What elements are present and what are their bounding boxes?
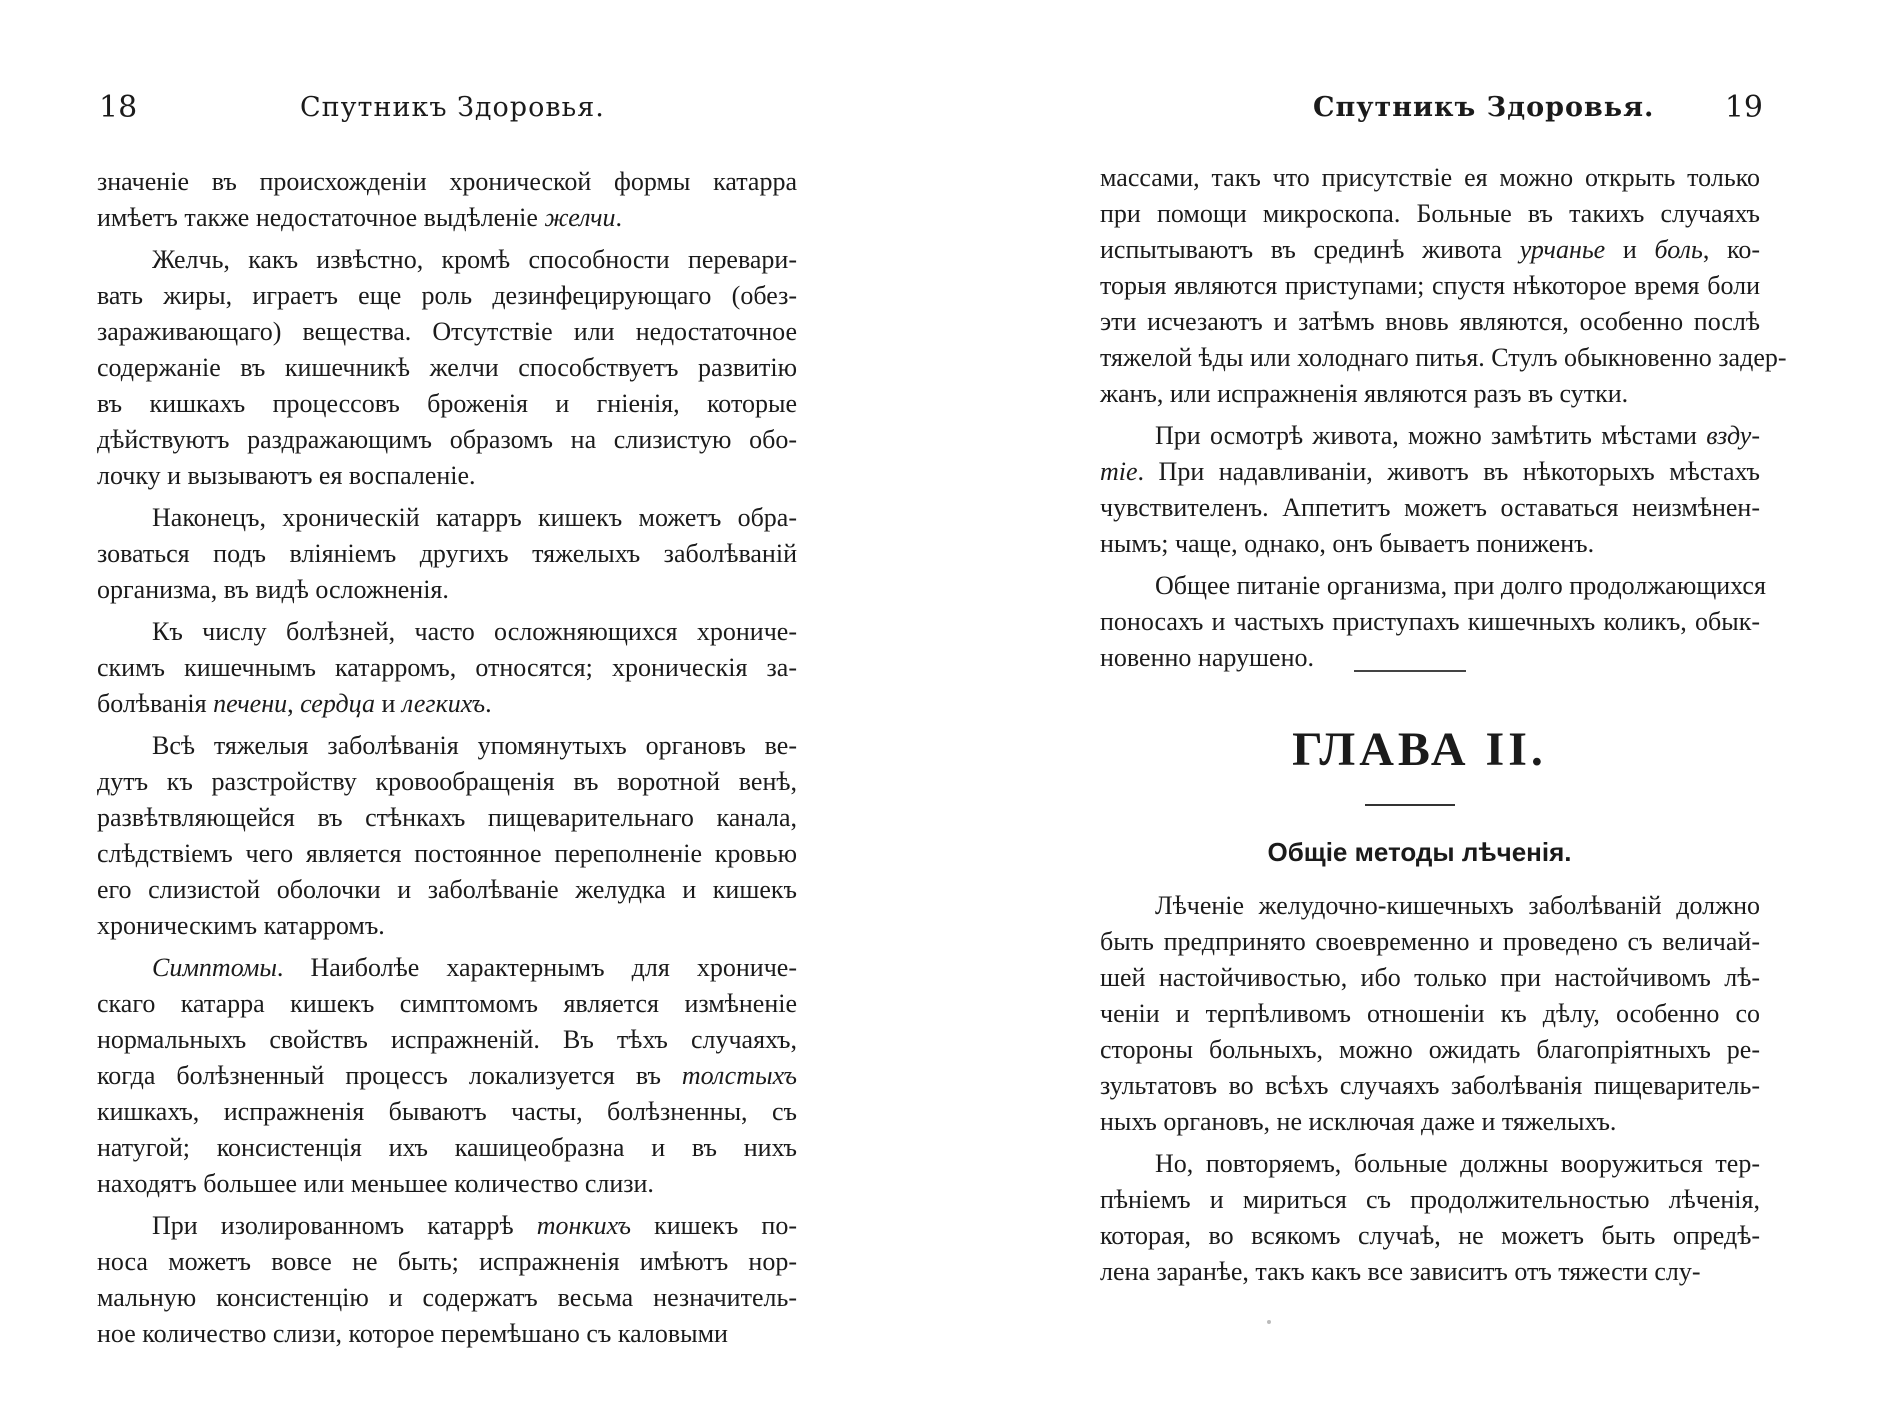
italic-term: тіе	[1100, 457, 1138, 486]
text-line	[1100, 376, 1760, 412]
text-run: находятъ большее или меньшее количество слизи.	[97, 1169, 654, 1198]
text-run: Общее питаніе организма, при долго продолжающихся	[1155, 571, 1766, 600]
text-line	[97, 686, 797, 722]
text-run: чувствителенъ. Аппетитъ можетъ оставаться неизмѣнен-	[1100, 493, 1760, 522]
text-line	[97, 350, 797, 386]
text-line	[1100, 196, 1760, 232]
text-line	[1100, 304, 1760, 340]
text-line	[1100, 960, 1760, 996]
text-run: , ко-	[1702, 235, 1760, 264]
italic-term: боль	[1654, 235, 1703, 264]
text-run: въ кишкахъ процессовъ броженія и гніенія, которые	[97, 389, 797, 418]
text-run: зоваться подъ вліяніемъ другихъ тяжелыхъ заболѣваній	[97, 539, 797, 568]
text-run: зараживающаго) вещества. Отсутствіе или недостаточное	[97, 317, 797, 346]
text-run: поносахъ и частыхъ приступахъ кишечныхъ коликъ, обык-	[1100, 607, 1760, 636]
text-run: развѣтвляющейся въ стѣнкахъ пищеварительнаго канала,	[97, 803, 797, 832]
text-run: быть предпринято своевременно и проведено съ величай-	[1100, 927, 1760, 956]
text-run: мальную консистенцію и содержатъ весьма незначитель-	[97, 1283, 797, 1312]
italic-term: желчи	[544, 203, 616, 232]
italic-term: толстыхъ	[681, 1061, 797, 1090]
chapter-rule	[1365, 804, 1455, 806]
text-line	[1100, 1218, 1760, 1254]
text-run: ,	[287, 689, 301, 718]
text-line	[1100, 160, 1760, 196]
text-run: лена заранѣе, такъ какъ все зависитъ отъ тяжести слу-	[1100, 1257, 1701, 1286]
text-run: организма, въ видѣ осложненія.	[97, 575, 449, 604]
text-run: торыя являются приступами; спустя нѣкоторое время боли	[1100, 271, 1760, 300]
text-line	[1100, 418, 1760, 454]
text-line	[1100, 490, 1760, 526]
section-title: Общіе методы лѣченія.	[1267, 837, 1572, 867]
text-run: ное количество слизи, которое перемѣшано съ каловыми	[97, 1319, 728, 1348]
text-run: При изолированномъ катаррѣ	[152, 1211, 537, 1240]
left-page	[0, 0, 946, 1422]
text-line	[1100, 604, 1760, 640]
text-line	[1100, 1254, 1760, 1290]
text-run: стороны больныхъ, можно ожидать благопріятныхъ ре-	[1100, 1035, 1760, 1064]
text-line	[1100, 1032, 1760, 1068]
text-line	[97, 1022, 797, 1058]
right-page	[946, 0, 1893, 1422]
italic-term: урчанье	[1519, 235, 1606, 264]
italic-term: Симптомы	[152, 953, 277, 982]
text-line	[1100, 1146, 1760, 1182]
text-run: и	[1605, 235, 1655, 264]
left-paragraph	[97, 242, 797, 494]
text-line	[97, 872, 797, 908]
text-run: Желчь, какъ извѣстно, кромѣ способности перевари-	[152, 245, 797, 274]
text-run: .	[615, 203, 623, 232]
italic-term: взду-	[1706, 421, 1760, 450]
text-run: дѣйствуютъ раздражающимъ образомъ на слизистую обо-	[97, 425, 797, 454]
text-run: нымъ; чаще, однако, онъ бываетъ пониженъ.	[1100, 529, 1595, 558]
text-line	[1100, 888, 1760, 924]
text-line	[1100, 340, 1787, 376]
text-run: скаго катарра кишекъ симптомомъ является измѣненіе	[97, 989, 797, 1018]
text-line	[97, 1244, 797, 1280]
text-line	[97, 1316, 797, 1352]
left-paragraph	[97, 164, 797, 236]
text-run: Къ числу болѣзней, часто осложняющихся хрониче-	[152, 617, 797, 646]
text-run: испытываютъ въ срединѣ живота	[1100, 235, 1520, 264]
text-run: Всѣ тяжелыя заболѣванія упомянутыхъ органовъ ве-	[152, 731, 797, 760]
text-run: скимъ кишечнымъ катарромъ, относятся; хроническія за-	[97, 653, 797, 682]
text-line	[97, 800, 797, 836]
text-line	[1100, 568, 1766, 604]
text-run: шей настойчивостью, ибо только при настойчивомъ лѣ-	[1100, 963, 1760, 992]
text-line	[97, 200, 797, 236]
text-run: болѣванія	[97, 689, 214, 718]
text-line	[1100, 1182, 1760, 1218]
right-bottom-paragraph	[1100, 888, 1760, 1140]
right-page-number: 19	[1724, 90, 1763, 125]
text-line	[1100, 454, 1760, 490]
text-run: при помощи микроскопа. Больные въ такихъ случаяхъ	[1100, 199, 1760, 228]
text-line	[97, 386, 797, 422]
left-text-block	[97, 164, 797, 1352]
text-run: эти исчезаютъ и затѣмъ вновь являются, особенно послѣ	[1100, 307, 1760, 336]
text-run: Но, повторяемъ, больные должны вооружиться тер-	[1155, 1149, 1760, 1178]
text-line	[97, 1058, 797, 1094]
right-top-paragraph	[1100, 418, 1760, 562]
text-line	[1100, 1068, 1760, 1104]
right-text-block-bottom	[1100, 888, 1760, 1290]
text-line	[97, 572, 797, 608]
text-run: дутъ къ разстройству кровообращенія въ воротной венѣ,	[97, 767, 797, 796]
text-line	[97, 422, 797, 458]
text-line	[97, 650, 797, 686]
text-line	[97, 242, 797, 278]
left-page-number: 18	[99, 90, 138, 125]
right-text-block-top	[1100, 160, 1787, 676]
text-run: тяжелой ѣды или холоднаго питья. Стулъ обыкновенно задер-	[1100, 343, 1787, 372]
text-run: Наконецъ, хроническій катарръ кишекъ можетъ обра-	[152, 503, 797, 532]
text-line	[1100, 1104, 1760, 1140]
left-paragraph	[97, 1208, 797, 1352]
text-run: зультатовъ во всѣхъ случаяхъ заболѣванія пищеваритель-	[1100, 1071, 1760, 1100]
italic-term: сердца	[300, 689, 375, 718]
text-run: .	[485, 689, 492, 718]
text-line	[97, 164, 797, 200]
text-line	[1100, 526, 1760, 562]
right-running-title: Спутникъ Здоровья.	[1313, 92, 1655, 123]
text-run: содержаніе въ кишечникѣ желчи способствуетъ развитію	[97, 353, 797, 382]
text-run: имѣетъ также недостаточное выдѣленіе	[97, 203, 545, 232]
print-speck	[1267, 1320, 1271, 1324]
text-run: лочку и вызываютъ ея воспаленіе.	[97, 461, 476, 490]
text-run: Лѣченіе желудочно-кишечныхъ заболѣваній должно	[1155, 891, 1760, 920]
text-run: кишекъ по-	[631, 1211, 797, 1240]
text-run: . При надавливаніи, животъ въ нѣкоторыхъ мѣстахъ	[1137, 457, 1760, 486]
text-run: вать жиры, играетъ еще роль дезинфецирующаго (обез-	[97, 281, 797, 310]
text-run: жанъ, или испражненія являются разъ въ сутки.	[1100, 379, 1629, 408]
text-run: пѣніемъ и мириться съ продолжительностью лѣченія,	[1100, 1185, 1760, 1214]
text-run: При осмотрѣ живота, можно замѣтить мѣстами	[1155, 421, 1707, 450]
text-run: носа можетъ вовсе не быть; испражненія имѣютъ нор-	[97, 1247, 797, 1276]
text-run: . Наиболѣе характернымъ для хрониче-	[276, 953, 797, 982]
text-run: новенно нарушено.	[1100, 643, 1314, 672]
left-paragraph	[97, 728, 797, 944]
text-run: и	[374, 689, 402, 718]
text-line	[97, 908, 797, 944]
text-run: значеніе въ происхожденіи хронической формы катарра	[97, 167, 797, 196]
text-run: которая, во всякомъ случаѣ, не можетъ быть опредѣ-	[1100, 1221, 1760, 1250]
text-line	[97, 1130, 797, 1166]
text-line	[1100, 996, 1760, 1032]
italic-term: тонкихъ	[536, 1211, 631, 1240]
text-run: хроническимъ катарромъ.	[97, 911, 385, 940]
text-line	[97, 764, 797, 800]
text-line	[97, 950, 797, 986]
right-bottom-paragraph	[1100, 1146, 1760, 1290]
text-line	[97, 728, 797, 764]
text-run: когда болѣзненный процессъ локализуется въ	[97, 1061, 682, 1090]
text-run: слѣдствіемъ чего является постоянное переполненіе кровью	[97, 839, 797, 868]
text-run: натугой; консистенція ихъ кашицеобразна и въ нихъ	[97, 1133, 797, 1162]
text-run: ныхъ органовъ, не исключая даже и тяжелыхъ.	[1100, 1107, 1617, 1136]
text-line	[97, 1094, 797, 1130]
right-top-paragraph	[1100, 568, 1766, 676]
text-line	[97, 614, 797, 650]
text-line	[97, 458, 797, 494]
chapter-title: ГЛАВА II.	[1292, 723, 1547, 776]
left-paragraph	[97, 950, 797, 1202]
text-line	[1100, 268, 1760, 304]
left-paragraph	[97, 500, 797, 608]
text-run: нормальныхъ свойствъ испражненій. Въ тѣхъ случаяхъ,	[97, 1025, 797, 1054]
text-line	[97, 500, 797, 536]
italic-term: печени	[213, 689, 288, 718]
text-run: ченіи и терпѣливомъ отношеніи къ дѣлу, особенно со	[1100, 999, 1760, 1028]
text-line	[1100, 924, 1760, 960]
text-line	[97, 1280, 797, 1316]
right-running-head	[946, 88, 1893, 128]
text-line	[97, 314, 797, 350]
section-divider-ornament	[1354, 670, 1466, 672]
right-top-paragraph	[1100, 160, 1787, 412]
text-line	[97, 278, 797, 314]
text-line	[97, 536, 797, 572]
text-line	[97, 836, 797, 872]
text-run: массами, такъ что присутствіе ея можно открыть только	[1100, 163, 1760, 192]
left-paragraph	[97, 614, 797, 722]
left-running-title: Спутникъ Здоровья.	[300, 92, 605, 123]
left-running-head	[0, 88, 946, 128]
italic-term: легкихъ	[401, 689, 486, 718]
text-line	[97, 986, 797, 1022]
text-line	[1100, 232, 1760, 268]
text-run: кишкахъ, испражненія бываютъ часты, болѣзненны, съ	[97, 1097, 797, 1126]
text-line	[97, 1166, 797, 1202]
text-run: его слизистой оболочки и заболѣваніе желудка и кишекъ	[97, 875, 797, 904]
text-line	[97, 1208, 797, 1244]
